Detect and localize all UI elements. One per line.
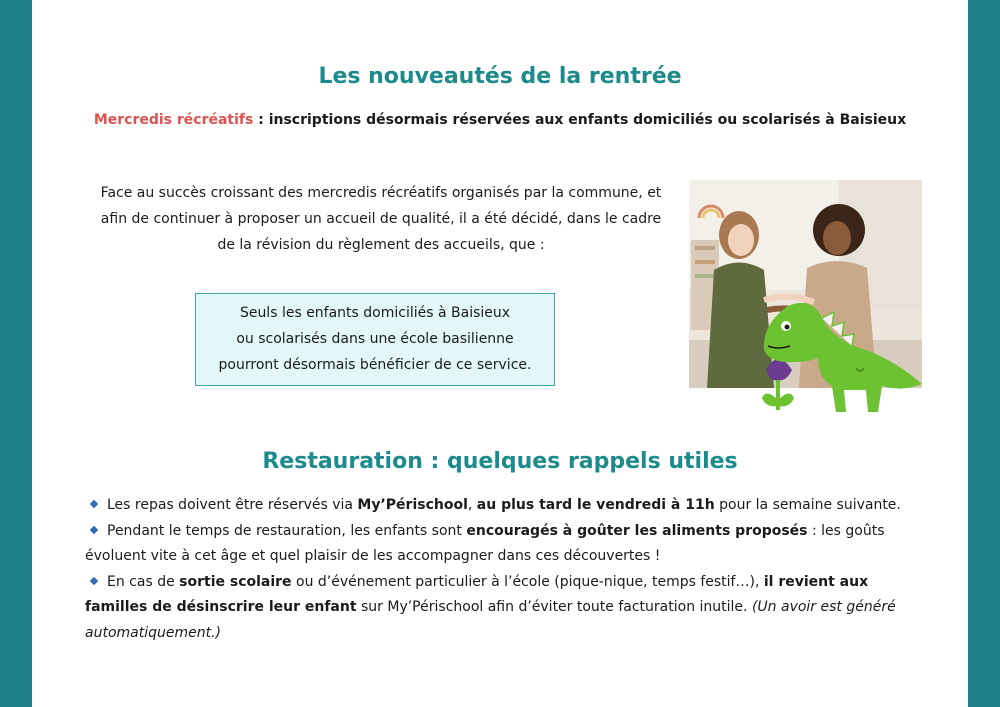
bullet-text: sur My’Périschool afin d’éviter toute facturation inutile.	[356, 599, 752, 615]
bullet-text: ,	[467, 497, 477, 513]
list-item	[85, 493, 915, 519]
bullet-italic: (Un avoir est généré automatiquement.)	[85, 599, 896, 641]
section-title-restauration: Restauration : quelques rappels utiles	[262, 449, 738, 474]
bullet-diamond-icon	[90, 576, 98, 584]
bullet-text: Les repas doivent être réservés via	[107, 497, 358, 513]
callout-line: pourront désormais bénéficier de ce service.	[218, 357, 532, 373]
bullet-list	[85, 493, 915, 646]
bullet-bold: encouragés à goûter les aliments proposés	[466, 522, 808, 539]
bullet-text: : les goûts évoluent vite à cet âge et quel plaisir de les accompagner dans ces découvertes !	[85, 522, 885, 564]
bullet-bold: au plus tard le vendredi à 11h	[476, 497, 715, 513]
subtitle-mercredis	[0, 112, 1000, 128]
bullet-text: pour la semaine suivante.	[714, 497, 901, 513]
left-border	[0, 0, 32, 707]
subtitle-text: : inscriptions désormais réservées aux enfants domiciliés ou scolarisés à Baisieux	[253, 112, 907, 128]
intro-line: de la révision du règlement des accueils, que :	[217, 237, 545, 253]
bullet-text: En cas de	[107, 573, 180, 590]
callout-line: Seuls les enfants domiciliés à Baisieux	[239, 305, 511, 321]
bullet-bold: sortie scolaire	[179, 573, 292, 590]
bullet-bold: il revient aux familles de désinscrire leur enfant	[85, 573, 869, 615]
subtitle-highlight: Mercredis récréatifs	[93, 112, 254, 128]
bullet-bold: My’Périschool	[357, 497, 468, 513]
callout-line: ou scolarisés dans une école basilienne	[236, 331, 514, 347]
intro-line: Face au succès croissant des mercredis récréatifs organisés par la commune, et	[100, 185, 662, 201]
callout-box	[195, 293, 555, 386]
list-item	[85, 519, 915, 570]
dinosaur-illustration	[752, 288, 942, 418]
right-border	[968, 0, 1000, 707]
intro-line: afin de continuer à proposer un accueil de qualité, il a été décidé, dans le cadre	[100, 211, 662, 227]
section-title-news: Les nouveautés de la rentrée	[318, 64, 682, 89]
list-item	[85, 570, 915, 647]
bullet-diamond-icon	[90, 500, 98, 508]
bullet-text: Pendant le temps de restauration, les enfants sont	[107, 522, 467, 539]
intro-paragraph	[85, 180, 677, 258]
bullet-text: ou d’événement particulier à l’école (pique-nique, temps festif…),	[291, 573, 764, 590]
bullet-diamond-icon	[90, 525, 98, 533]
